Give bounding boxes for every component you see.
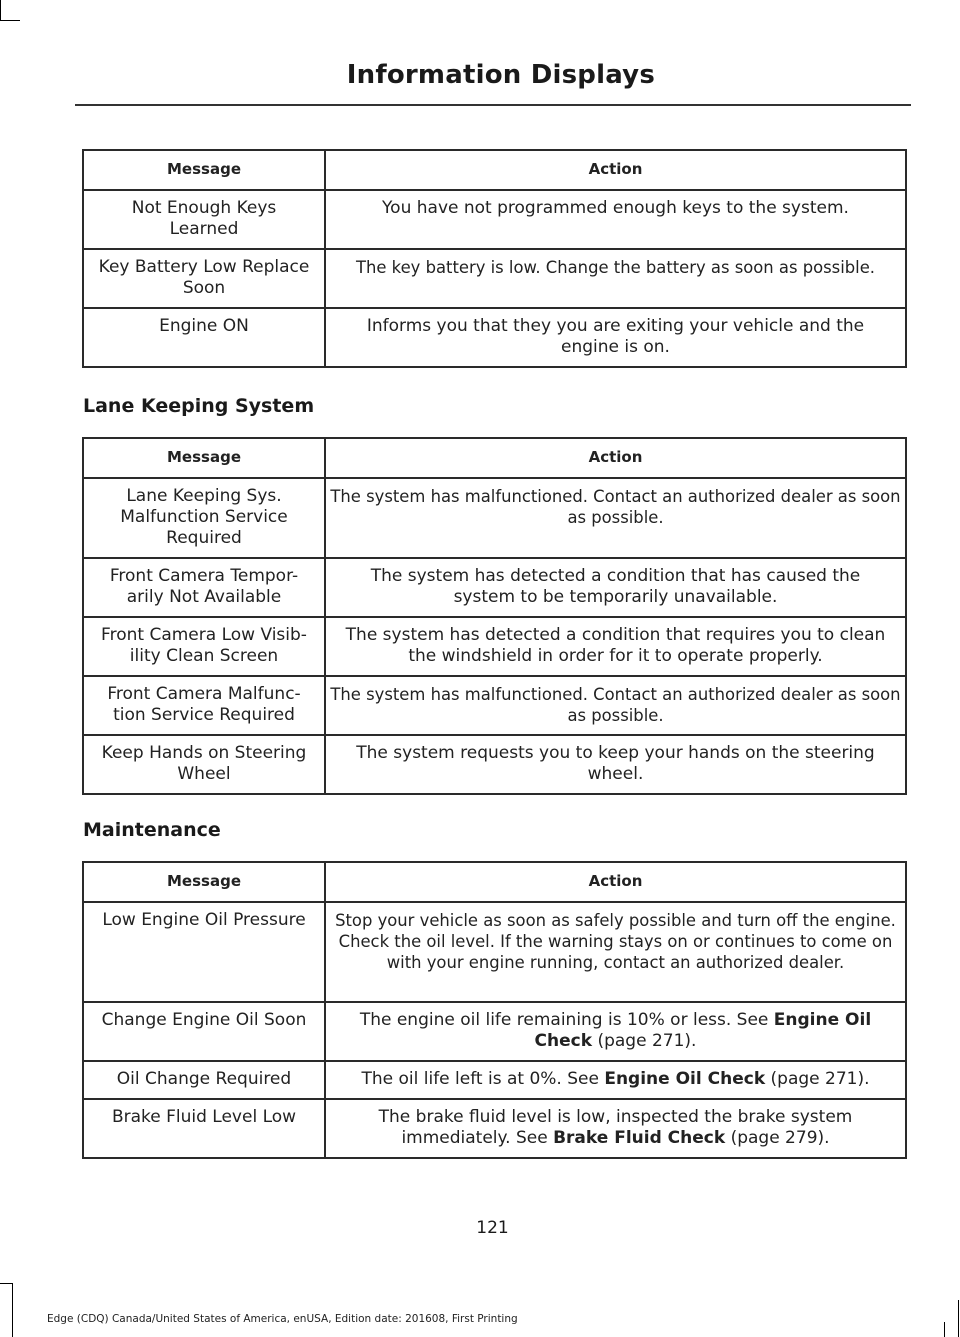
- action-cell: [325, 1061, 906, 1099]
- crop-mark-bottom-left: [12, 1283, 13, 1337]
- table-row: [83, 676, 906, 735]
- action-cell: The system has malfunctioned. Contact an authorized dealer as soon as possible.: [325, 676, 906, 735]
- message-cell: Change Engine Oil Soon: [83, 1002, 325, 1061]
- page-title: Information Displays: [346, 60, 655, 90]
- table-row: [83, 1002, 906, 1061]
- column-header-message: Message: [83, 150, 325, 190]
- section-title-lane-keeping: Lane Keeping System: [83, 395, 315, 417]
- action-text: The engine oil life remaining is 10% or less. See: [359, 1010, 769, 1030]
- action-cell: The system has malfunctioned. Contact an authorized dealer as soon as possible.: [325, 478, 906, 558]
- crop-mark-bottom-right: [944, 1322, 945, 1337]
- message-cell: Lane Keeping Sys. Malfunction Service Required: [83, 478, 325, 558]
- table-header-row: [83, 150, 906, 190]
- column-header-action: Action: [325, 862, 906, 902]
- table-row: [83, 190, 906, 249]
- page-reference: (page 279).: [730, 1128, 830, 1148]
- action-cell: The system has detected a condition that requires you to clean the windshield in order for it to operate properly.: [325, 617, 906, 676]
- message-cell: Not Enough Keys Learned: [83, 190, 325, 249]
- action-cell: [325, 1099, 906, 1158]
- page-reference: (page 271).: [597, 1031, 697, 1051]
- message-cell: Brake Fluid Level Low: [83, 1099, 325, 1158]
- message-cell: Front Camera Tempor-arily Not Available: [83, 558, 325, 617]
- message-cell: Low Engine Oil Pressure: [83, 902, 325, 1002]
- message-cell: Key Battery Low Replace Soon: [83, 249, 325, 308]
- maintenance-table: [82, 861, 907, 1159]
- engine-oil-check-link[interactable]: Engine Oil Check: [604, 1069, 766, 1089]
- column-header-message: Message: [83, 438, 325, 478]
- message-cell: Front Camera Low Visib-ility Clean Screen: [83, 617, 325, 676]
- footer-edition-info: Edge (CDQ) Canada/United States of America, enUSA, Edition date: 201608, First Printing: [47, 1313, 518, 1325]
- table-row: [83, 735, 906, 794]
- action-text: The brake fluid level is low, inspected the brake system immediately. See: [378, 1107, 853, 1148]
- header-rule: [75, 104, 911, 106]
- section-title-maintenance: Maintenance: [83, 819, 221, 841]
- crop-mark-right: [958, 1300, 959, 1337]
- keys-messages-table: [82, 149, 907, 368]
- crop-mark-top-left-h: [0, 20, 20, 21]
- message-cell: Keep Hands on Steering Wheel: [83, 735, 325, 794]
- table-row: [83, 249, 906, 308]
- table-row: [83, 617, 906, 676]
- message-cell: Engine ON: [83, 308, 325, 367]
- column-header-action: Action: [325, 438, 906, 478]
- table-row: [83, 1061, 906, 1099]
- action-text: The oil life left is at 0%. See: [361, 1069, 599, 1089]
- engine-oil-check-link[interactable]: Engine Oil Check: [534, 1010, 872, 1051]
- lane-keeping-table: [82, 437, 907, 795]
- message-cell: Front Camera Malfunc-tion Service Required: [83, 676, 325, 735]
- table-row: [83, 308, 906, 367]
- column-header-message: Message: [83, 862, 325, 902]
- action-cell: The system has detected a condition that has caused the system to be temporarily unavailable.: [325, 558, 906, 617]
- crop-mark-bottom-left-h: [0, 1283, 12, 1284]
- message-cell: Oil Change Required: [83, 1061, 325, 1099]
- page-number: 121: [476, 1218, 509, 1238]
- table-row: [83, 1099, 906, 1158]
- table-header-row: [83, 862, 906, 902]
- page-reference: (page 271).: [770, 1069, 870, 1089]
- action-cell: The system requests you to keep your hands on the steering wheel.: [325, 735, 906, 794]
- action-cell: You have not programmed enough keys to the system.: [325, 190, 906, 249]
- action-cell: Informs you that they you are exiting your vehicle and the engine is on.: [325, 308, 906, 367]
- action-cell: [325, 1002, 906, 1061]
- table-row: [83, 902, 906, 1002]
- table-row: [83, 558, 906, 617]
- action-cell: Stop your vehicle as soon as safely possible and turn off the engine. Check the oil level. If the warning stays on or continues to come on with your engine running, contact an authorized dealer.: [325, 902, 906, 1002]
- action-cell: The key battery is low. Change the battery as soon as possible.: [325, 249, 906, 308]
- brake-fluid-check-link[interactable]: Brake Fluid Check: [553, 1128, 726, 1148]
- column-header-action: Action: [325, 150, 906, 190]
- table-row: [83, 478, 906, 558]
- table-header-row: [83, 438, 906, 478]
- crop-mark-top-left: [0, 0, 1, 20]
